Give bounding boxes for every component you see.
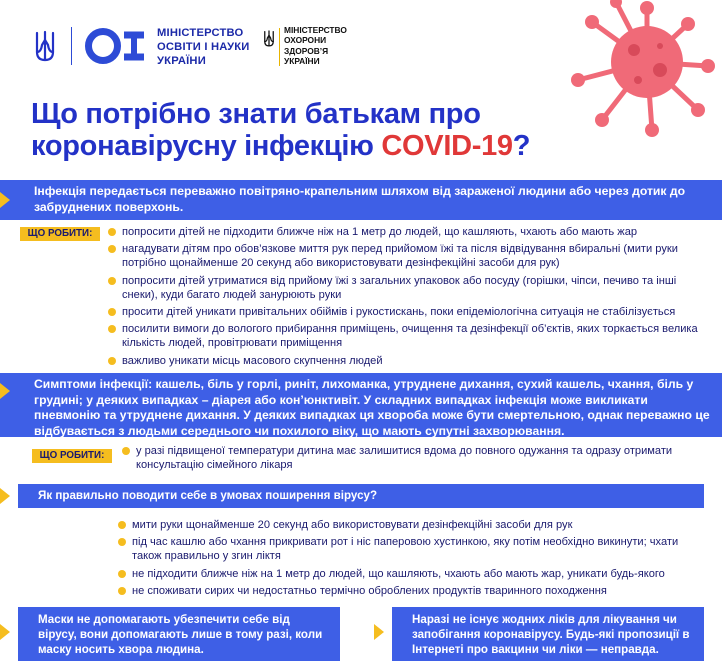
no-cure-note-box: [392, 607, 704, 661]
bullet-icon: [118, 587, 126, 595]
moz-divider: [279, 28, 280, 66]
list-item: [118, 518, 693, 532]
moz-trident-logo: [263, 30, 275, 48]
virus-illustration: [560, 0, 722, 142]
ministry-education-name: [157, 26, 250, 68]
list-item: [118, 535, 693, 563]
list-item-text: мити руки щонайменше 20 секунд або використовувати дезінфекційні засоби для рук: [132, 519, 573, 531]
ministry-health-line: МІНІСТЕРСТВО: [284, 25, 347, 35]
behavior-heading-text: Як правильно поводити себе в умовах поширення вірусу?: [38, 489, 378, 502]
list-item: [108, 305, 708, 319]
list-item: [118, 567, 693, 581]
ukraine-trident-logo: [34, 30, 56, 64]
ministry-education-line: МІНІСТЕРСТВО: [157, 27, 244, 39]
title-line-2-prefix: коронавірусну інфекцію: [31, 130, 382, 162]
ministry-health-line: ЗДОРОВ’Я: [284, 45, 329, 56]
todo-list: [108, 225, 708, 371]
masks-note-box: [18, 607, 340, 661]
bullet-icon: [122, 447, 130, 455]
title-line-1: Що потрібно знати батькам про: [31, 98, 481, 130]
masks-note-text: Маски не допомагають убезпечити себе від вірусу, вони допомагають лише в тому разі, коли маску носить хвора людина.: [38, 613, 323, 656]
bullet-icon: [108, 277, 116, 285]
bullet-icon: [118, 521, 126, 529]
list-item-text: посилити вимоги до вологого прибирання приміщень, очищення та дезінфекції об’єктів, яких торкається велика кількість людей, провітрювати приміщення: [122, 323, 698, 350]
list-item-text: не підходити ближче ніж на 1 метр до людей, що кашляють, чхають або мають жар, уникати будь-якого: [132, 567, 665, 580]
list-item-text: у разі підвищеної температури дитина має залишитися вдома до повного одужання та одразу отримати консультацію сімейного лікаря: [136, 445, 673, 472]
behavior-heading-box: [18, 484, 704, 508]
behavior-list: [118, 518, 693, 601]
bullet-icon: [108, 245, 116, 253]
title-line-2-suffix: ?: [512, 130, 531, 162]
bullet-icon: [118, 538, 126, 546]
yellow-arrow-icon: [0, 383, 10, 399]
ministry-education-line: УКРАЇНИ: [157, 55, 206, 67]
list-item-text: не споживати сирих чи недостатньо термічно оброблених продуктів тваринного походження: [132, 584, 607, 597]
title-line-2: [31, 130, 530, 162]
bullet-icon: [108, 308, 116, 316]
ministry-health-line: УКРАЇНИ: [284, 56, 320, 67]
transmission-info-text: Інфекція передається переважно повітряно-крапельним шляхом від зараженої людини або через дотик до забруднених поверхонь.: [34, 184, 686, 214]
yellow-arrow-icon: [0, 624, 10, 640]
todo-list: [122, 444, 712, 475]
list-item-text: під час кашлю або чхання прикривати рот і ніс паперовою хустинкою, яку потім необхідно викинути; чхати також правильно у згин ліктя: [132, 536, 679, 563]
bullet-icon: [118, 570, 126, 578]
list-item: [108, 225, 708, 239]
covid-highlight: COVID-19: [381, 130, 513, 162]
ministry-education-line: ОСВІТИ І НАУКИ: [157, 41, 250, 53]
ministry-health-name: [284, 25, 347, 67]
bullet-icon: [108, 357, 116, 365]
bullet-icon: [108, 325, 116, 333]
list-item-text: просити дітей уникати привітальних обіймів і рукостискань, поки епідеміологічна ситуація не стабілізується: [122, 306, 676, 319]
todo-badge-label: ЩО РОБИТИ:: [39, 450, 105, 461]
page-title: [31, 98, 530, 162]
ministry-health-line: ОХОРОНИ: [284, 35, 327, 46]
list-item-text: нагадувати дітям про обов’язкове миття рук перед прийомом їжі та після відвідування вбиральні (мити руки потрібно щонайменше 20 секунд або використовувати дезінфекційні засоби для рук): [122, 243, 678, 270]
list-item: [118, 584, 693, 598]
symptoms-info-text: Симптоми інфекції: кашель, біль у горлі, риніт, лихоманка, утруднене дихання, сухий кашель, чхання, біль у грудині; у деяких випадках – діарея або кон’юнктивіт. У складних випадках інфекція може викликати пневмонію та утруднене дихання. У деяких випадках ця хвороба може бути смертельною, однак переважно це відбувається з людьми середнього чи похилого віку, що мають супутні захворювання.: [34, 377, 710, 438]
list-item: [108, 242, 708, 270]
list-item: [122, 444, 712, 472]
todo-badge: [32, 449, 112, 463]
symptoms-info-box: [0, 373, 722, 437]
header-divider: [71, 27, 72, 65]
yellow-arrow-icon: [0, 488, 10, 504]
list-item-text: важливо уникати місць масового скупчення людей: [122, 354, 383, 367]
ministry-education-logo: [84, 27, 148, 65]
yellow-arrow-icon: [0, 192, 10, 208]
list-item: [108, 354, 708, 368]
list-item: [108, 274, 708, 302]
bullet-icon: [108, 228, 116, 236]
no-cure-note-text: Наразі не існує жодних ліків для лікування чи запобігання коронавірусу. Будь-які пропозиції в Інтернеті про вакцини чи ліки — неправда.: [412, 613, 690, 656]
list-item-text: попросити дітей не підходити ближче ніж на 1 метр до людей, що кашляють, чхають або мають жар: [122, 226, 638, 238]
todo-badge-label: ЩО РОБИТИ:: [27, 228, 93, 239]
transmission-info-box: [0, 180, 722, 220]
list-item-text: попросити дітей утриматися від прийому їжі з загальних упаковок або посуду (горішки, чіпси, печиво та інші снеки), куди багато людей занурюють руки: [122, 274, 677, 301]
todo-badge: [20, 227, 100, 241]
list-item: [108, 322, 708, 350]
yellow-arrow-icon: [374, 624, 384, 640]
